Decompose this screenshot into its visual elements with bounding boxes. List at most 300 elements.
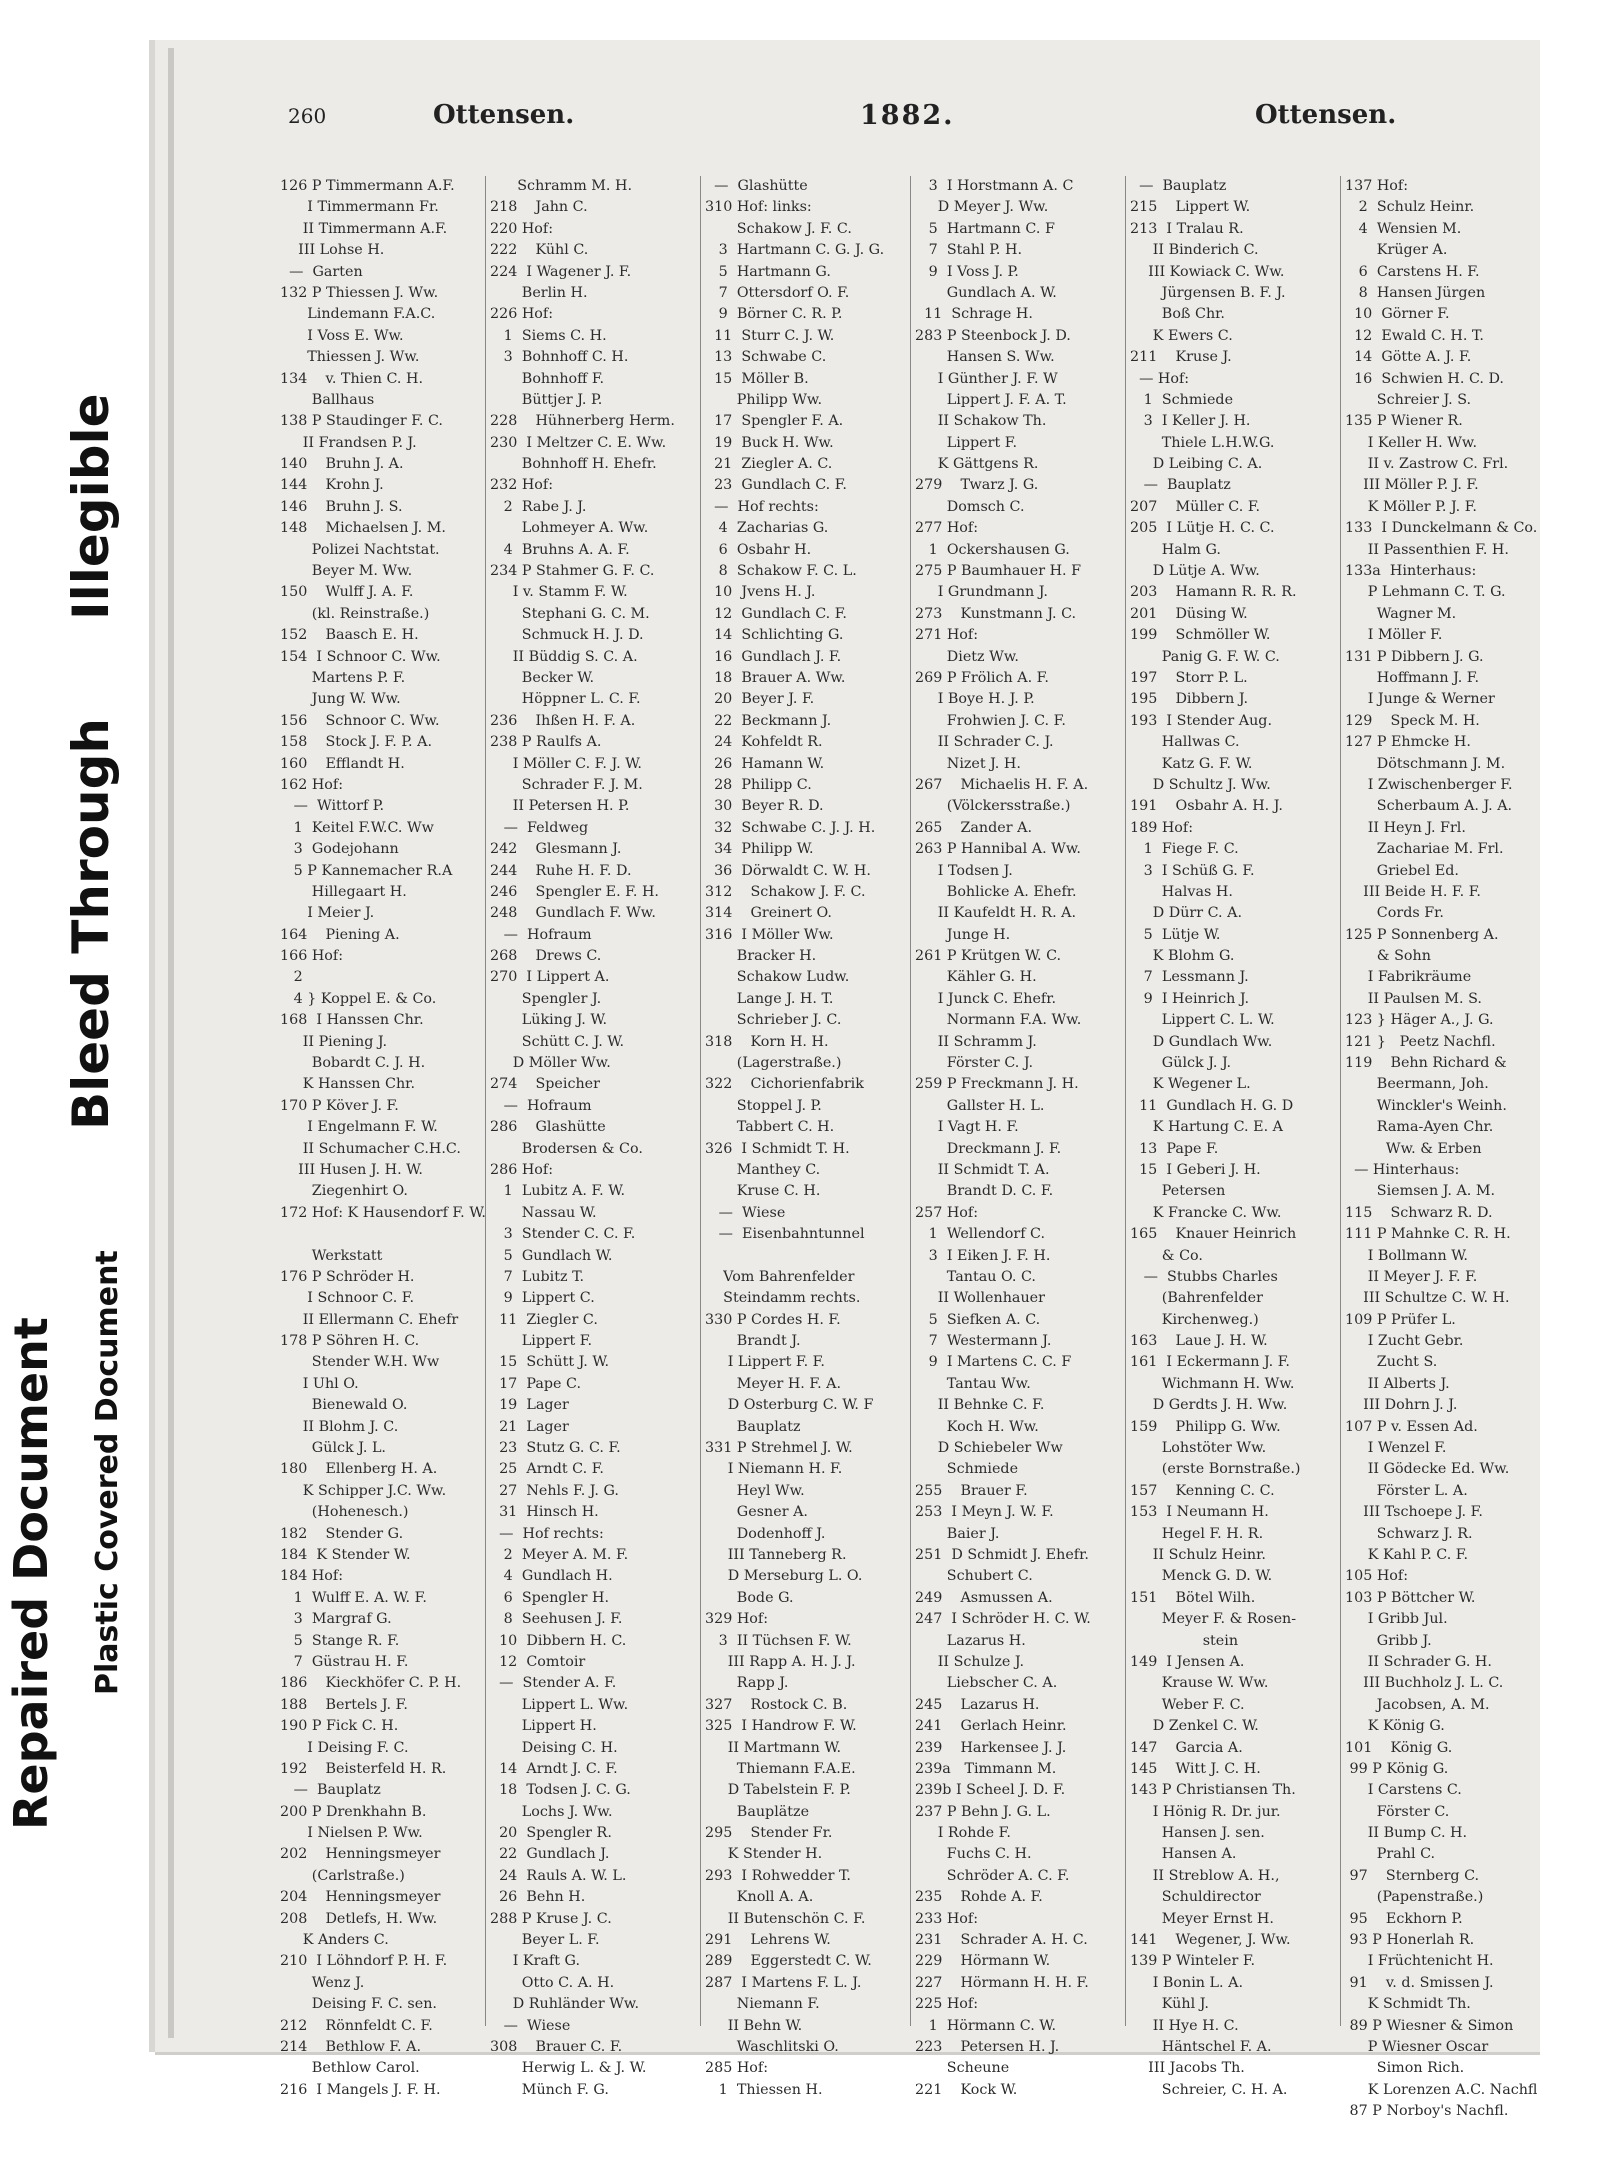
directory-entry: 135 P Wiener R. — [1345, 413, 1463, 430]
directory-entry: 216 I Mangels J. F. H. — [280, 2081, 441, 2098]
directory-entry: Münch F. G. — [490, 2081, 609, 2098]
directory-entry: 137 Hof: — [1345, 178, 1409, 194]
directory-entry: 28 Philipp C. — [705, 776, 812, 793]
directory-entry: 229 Hörmann W. — [915, 1953, 1051, 1970]
directory-entry: II Schulze J. — [915, 1653, 1025, 1670]
directory-entry: 1 Hörmann C. W. — [915, 2017, 1057, 2034]
directory-entry: K Blohm G. — [1130, 948, 1235, 965]
directory-entry: II Binderich C. — [1130, 242, 1259, 259]
directory-entry: 265 Zander A. — [915, 819, 1032, 836]
directory-entry: 30 Beyer R. D. — [705, 798, 824, 815]
directory-entry: 6 Osbahr H. — [705, 541, 812, 558]
directory-entry: Jürgensen B. F. J. — [1130, 284, 1286, 301]
directory-entry: II Gödecke Ed. Ww. — [1345, 1461, 1510, 1478]
directory-entry: 17 Pape C. — [490, 1375, 582, 1392]
directory-entry: 316 I Möller Ww. — [705, 926, 834, 943]
directory-entry: I Früchtenicht H. — [1345, 1953, 1494, 1970]
directory-entry: 5 Lütje W. — [1130, 926, 1221, 943]
directory-entry: 91 v. d. Smissen J. — [1345, 1974, 1494, 1991]
directory-entry: I Fabrikräume — [1345, 969, 1472, 986]
directory-entry: 285 Hof: — [705, 2060, 769, 2077]
directory-entry: II Heyn J. Frl. — [1345, 819, 1466, 836]
directory-entry: 289 Eggerstedt C. W. — [705, 1953, 872, 1970]
directory-entry: 131 P Dibbern J. G. — [1345, 648, 1484, 665]
directory-entry: I Boye H. J. P. — [915, 691, 1035, 708]
directory-entry: 95 Eckhorn P. — [1345, 1910, 1463, 1927]
directory-entry: 11 Gundlach H. G. D — [1130, 1097, 1294, 1114]
left-running-title: Ottensen. — [433, 100, 575, 130]
directory-entry: K Francke C. Ww. — [1130, 1204, 1282, 1221]
directory-entry: 210 I Löhndorf P. H. F. — [280, 1953, 448, 1970]
directory-entry: 105 Hof: — [1345, 1568, 1409, 1585]
directory-entry: II Schakow Th. — [915, 413, 1047, 430]
directory-entry: II Martmann W. — [705, 1739, 842, 1756]
directory-entry: 220 Hof: — [490, 220, 554, 237]
directory-entry: 18 Brauer A. Ww. — [705, 669, 846, 686]
directory-entry: II Frandsen P. J. — [280, 434, 417, 451]
directory-entry: 7 Stahl P. H. — [915, 242, 1023, 259]
directory-entry: — Hinterhaus: — [1345, 1161, 1460, 1178]
directory-entry: 14 Schlichting G. — [705, 627, 844, 644]
directory-entry: 331 P Strehmel J. W. — [705, 1440, 853, 1457]
directory-entry: 8 Schakow F. C. L. — [705, 563, 857, 580]
directory-entry: Menck G. D. W. — [1130, 1568, 1273, 1585]
directory-entry: I Niemann H. F. — [705, 1461, 843, 1478]
directory-entry: 26 Behn H. — [490, 1889, 586, 1906]
directory-entry: 247 I Schröder H. C. W. — [915, 1611, 1091, 1628]
directory-entry: Normann F.A. Ww. — [915, 1012, 1082, 1029]
directory-entry: Nassau W. — [490, 1204, 597, 1221]
directory-entry: 192 Beisterfeld H. R. — [280, 1760, 447, 1777]
directory-entry: 3 Bohnhoff C. H. — [490, 349, 629, 366]
directory-entry: 249 Asmussen A. — [915, 1589, 1053, 1606]
directory-entry: 227 Hörmann H. H. F. — [915, 1974, 1089, 1991]
directory-entry: 14 Arndt J. C. F. — [490, 1760, 618, 1777]
directory-entry: II Passenthien F. H. — [1345, 541, 1509, 558]
directory-entry: 129 Speck M. H. — [1345, 712, 1480, 729]
directory-entry: D Gerdts J. H. Ww. — [1130, 1397, 1288, 1414]
directory-entry: Deising C. H. — [490, 1739, 618, 1756]
directory-entry: 213 I Tralau R. — [1130, 220, 1244, 237]
directory-entry: 225 Hof: — [915, 1996, 979, 2013]
directory-entry: D Lütje A. Ww. — [1130, 563, 1260, 580]
directory-entry: Fuchs C. H. — [915, 1846, 1032, 1863]
directory-entry: 1 Wellendorf C. — [915, 1226, 1046, 1243]
directory-entry: 34 Philipp W. — [705, 841, 814, 858]
directory-entry: Schreier, C. H. A. — [1130, 2081, 1288, 2098]
directory-entry: Gülck J. L. — [280, 1440, 386, 1457]
directory-entry: & Sohn — [1345, 948, 1431, 965]
directory-entry: II v. Zastrow C. Frl. — [1345, 456, 1509, 473]
document-condition-labels — [4, 270, 160, 1830]
directory-entry: (erste Bornstraße.) — [1130, 1461, 1301, 1478]
directory-entry: 242 Glesmann J. — [490, 841, 622, 858]
directory-entry: 287 I Martens F. L. J. — [705, 1974, 862, 1991]
directory-entry: 233 Hof: — [915, 1910, 979, 1927]
directory-entry: 87 P Norboy's Nachfl. — [1345, 2103, 1509, 2120]
directory-entry: Beyer L. F. — [490, 1932, 600, 1949]
directory-entry: (kl. Reinstraße.) — [280, 605, 430, 622]
directory-entry: 152 Baasch E. H. — [280, 627, 419, 644]
directory-entry: 14 Götte A. J. F. — [1345, 349, 1472, 366]
directory-entry: 1 Thiessen H. — [705, 2081, 823, 2098]
directory-entry: Schubert C. — [915, 1568, 1033, 1585]
directory-entry: 330 P Cordes H. F. — [705, 1311, 841, 1328]
directory-entry: III Rapp A. H. J. J. — [705, 1653, 856, 1670]
directory-entry: 27 Nehls F. J. G. — [490, 1482, 619, 1499]
directory-entry: Thiele L.H.W.G. — [1130, 434, 1275, 451]
directory-entry: 204 Henningsmeyer — [280, 1889, 441, 1906]
directory-entry: Bienewald O. — [280, 1397, 408, 1414]
directory-entry: 3 I Horstmann A. C — [915, 178, 1074, 194]
directory-entry: 103 P Böttcher W. — [1345, 1589, 1476, 1606]
directory-entry: — Bauplatz — [280, 1782, 381, 1799]
directory-entry: 159 Philipp G. Ww. — [1130, 1418, 1281, 1435]
directory-entry: Scherbaum A. J. A. — [1345, 798, 1513, 815]
year-heading: 1882. — [860, 100, 955, 131]
directory-entry: 134 v. Thien C. H. — [280, 370, 423, 387]
directory-entry: — Garten — [280, 263, 363, 280]
directory-entry: I Timmermann Fr. — [280, 199, 439, 216]
directory-entry: III Möller P. J. F. — [1345, 477, 1479, 494]
directory-entry: Gesner A. — [705, 1504, 808, 1521]
directory-entry: 275 P Baumhauer H. F — [915, 563, 1082, 580]
directory-entry: II Büddig S. C. A. — [490, 648, 638, 665]
directory-entry: 5 P Kannemacher R.A — [280, 862, 453, 879]
directory-entry: 161 I Eckermann J. F. — [1130, 1354, 1290, 1371]
directory-entry: II Kaufeldt H. R. A. — [915, 905, 1077, 922]
directory-entry: D Möller Ww. — [490, 1055, 611, 1072]
directory-entry: 286 Hof: — [490, 1161, 554, 1178]
directory-entry: 1 Keitel F.W.C. Ww — [280, 819, 434, 836]
directory-entry: Waschlitski O. — [705, 2038, 839, 2055]
directory-entry: K Hartung C. E. A — [1130, 1119, 1284, 1136]
directory-entry: II Behnke C. F. — [915, 1397, 1045, 1414]
directory-entry: 22 Gundlach J. — [490, 1846, 610, 1863]
directory-entry: Halm G. — [1130, 541, 1221, 558]
directory-entry: II Hye H. C. — [1130, 2017, 1239, 2034]
directory-entry: II Meyer J. F. F. — [1345, 1268, 1478, 1285]
directory-entry: 23 Gundlach C. F. — [705, 477, 847, 494]
directory-entry: Krause W. Ww. — [1130, 1675, 1269, 1692]
directory-entry: Gribb J. — [1345, 1632, 1432, 1649]
directory-entry: 156 Schnoor C. Ww. — [280, 712, 440, 729]
directory-entry: 244 Ruhe H. F. D. — [490, 862, 632, 879]
directory-entry: 99 P König G. — [1345, 1760, 1449, 1777]
directory-entry: 19 Buck H. Ww. — [705, 434, 834, 451]
directory-entry: 18 Todsen J. C. G. — [490, 1782, 631, 1799]
directory-entry: I Keller H. Ww. — [1345, 434, 1477, 451]
directory-entry: Lippert C. L. W. — [1130, 1012, 1275, 1029]
directory-entry: 205 I Lütje H. C. C. — [1130, 520, 1275, 537]
directory-entry: I Günther J. F. W — [915, 370, 1058, 387]
directory-entry: 291 Lehrens W. — [705, 1932, 831, 1949]
directory-entry: 148 Michaelsen J. M. — [280, 520, 446, 537]
directory-entry: (Hohenesch.) — [280, 1504, 409, 1521]
directory-entry: (Papenstraße.) — [1345, 1889, 1484, 1906]
directory-entry: Dreckmann J. F. — [915, 1140, 1062, 1157]
directory-entry: Häntschel F. A. — [1130, 2038, 1272, 2055]
directory-entry: 5 Stange R. F. — [280, 1632, 400, 1649]
directory-entry: — Stender A. F. — [490, 1675, 617, 1692]
directory-entry: 140 Bruhn J. A. — [280, 456, 404, 473]
directory-entry: II Streblow A. H., — [1130, 1867, 1280, 1884]
directory-entry: 15 Möller B. — [705, 370, 809, 387]
directory-entry: 163 Laue J. H. W. — [1130, 1333, 1268, 1350]
directory-entry: Katz G. F. W. — [1130, 755, 1253, 772]
directory-entry: III Schultze C. W. H. — [1345, 1290, 1510, 1307]
directory-entry: 2 — [280, 969, 303, 986]
directory-entry: 97 Sternberg C. — [1345, 1867, 1480, 1884]
directory-entry: Hansen J. sen. — [1130, 1825, 1265, 1842]
directory-entry: 279 Twarz J. G. — [915, 477, 1039, 494]
directory-entry: 165 Knauer Heinrich — [1130, 1226, 1297, 1243]
directory-entry: 218 Jahn C. — [490, 199, 588, 216]
directory-entry: Thiessen J. Ww. — [280, 349, 420, 366]
directory-entry: 36 Dörwaldt C. W. H. — [705, 862, 871, 879]
directory-entry: Becker W. — [490, 669, 595, 686]
directory-entry: 234 P Stahmer G. F. C. — [490, 563, 655, 580]
directory-entry: Krüger A. — [1345, 242, 1448, 259]
directory-entry: Lindemann F.A.C. — [280, 306, 436, 323]
directory-entry: 2 Meyer A. M. F. — [490, 1547, 629, 1563]
directory-entry: Ziegenhirt O. — [280, 1183, 408, 1200]
directory-entry: III Kowiack C. Ww. — [1130, 263, 1285, 280]
directory-entry: 310 Hof: links: — [705, 199, 812, 216]
illegible-label: Illegible — [62, 393, 120, 620]
directory-entry: 270 I Lippert A. — [490, 969, 610, 986]
directory-entry: 9 Börner C. R. P. — [705, 306, 843, 323]
directory-entry: 9 I Martens C. C. F — [915, 1354, 1072, 1371]
directory-entry: 133a Hinterhaus: — [1345, 563, 1477, 580]
directory-entry: I Vagt H. F. — [915, 1119, 1019, 1136]
directory-entry: 157 Kenning C. C. — [1130, 1482, 1275, 1499]
directory-entry: Werkstatt — [280, 1247, 383, 1264]
directory-entry: 12 Gundlach C. F. — [705, 605, 847, 622]
directory-entry: 22 Beckmann J. — [705, 712, 832, 729]
directory-entry: 180 Ellenberg H. A. — [280, 1461, 438, 1478]
directory-entry: 239b I Scheel J. D. F. — [915, 1782, 1066, 1799]
directory-entry: 325 I Handrow F. W. — [705, 1718, 857, 1735]
directory-entry: Lippert H. — [490, 1718, 597, 1735]
directory-entry: 7 Lubitz T. — [490, 1268, 585, 1285]
directory-entry: Schmiede — [915, 1461, 1019, 1478]
directory-entry: 9 I Voss J. P. — [915, 263, 1019, 280]
directory-entry: — Eisenbahntunnel — [705, 1226, 865, 1243]
directory-entry: III Beide H. F. F. — [1345, 883, 1481, 900]
directory-entry: — Hof rechts: — [705, 498, 819, 515]
directory-entry: 20 Spengler R. — [490, 1825, 612, 1842]
directory-entry: Schrieber J. C. — [705, 1012, 842, 1029]
directory-entry: 109 P Prüfer L. — [1345, 1311, 1456, 1328]
directory-entry: Liebscher C. A. — [915, 1675, 1058, 1692]
directory-entry: 12 Comtoir — [490, 1653, 586, 1670]
directory-entry: 151 Bötel Wilh. — [1130, 1589, 1256, 1606]
directory-entry: 143 P Christiansen Th. — [1130, 1782, 1296, 1799]
directory-entry: I Deising F. C. — [280, 1739, 409, 1756]
directory-entry: Siemsen J. A. M. — [1345, 1183, 1496, 1200]
directory-entry: 197 Storr P. L. — [1130, 669, 1248, 686]
directory-entry: 125 P Sonnenberg A. — [1345, 926, 1499, 943]
directory-entry: — Feldweg — [490, 819, 589, 836]
directory-entry: D Ruhländer Ww. — [490, 1996, 639, 2013]
directory-entry: D Osterburg C. W. F — [705, 1397, 874, 1414]
directory-entry: Hallwas C. — [1130, 734, 1240, 751]
directory-column-5 — [1130, 176, 1340, 2098]
directory-entry: I Voss E. Ww. — [280, 327, 404, 344]
directory-entry: 214 Bethlow F. A. — [280, 2038, 421, 2055]
directory-entry: D Meyer J. Ww. — [915, 199, 1049, 216]
directory-entry: 16 Gundlach J. F. — [705, 648, 842, 665]
directory-entry: Dietz Ww. — [915, 648, 1019, 665]
directory-entry: — Hof: — [1130, 370, 1190, 387]
directory-column-6 — [1345, 176, 1545, 2120]
directory-entry: 11 Schrage H. — [915, 306, 1033, 323]
directory-entry: 160 Efflandt H. — [280, 755, 405, 772]
directory-entry: 4 Wensien M. — [1345, 220, 1462, 237]
directory-entry: Hoffmann J. F. — [1345, 669, 1480, 686]
directory-entry: II Schrader C. J. — [915, 734, 1054, 751]
directory-entry: K Stender H. — [705, 1846, 823, 1863]
directory-entry: — Wiese — [490, 2017, 571, 2034]
directory-entry: Tantau Ww. — [915, 1375, 1031, 1392]
directory-entry: II Piening J. — [280, 1033, 388, 1050]
directory-entry: 162 Hof: — [280, 776, 344, 793]
directory-entry: Zachariae M. Frl. — [1345, 841, 1504, 858]
directory-entry: Bethlow Carol. — [280, 2060, 420, 2077]
directory-entry: III Buchholz J. L. C. — [1345, 1675, 1504, 1692]
directory-entry: 286 Glashütte — [490, 1119, 606, 1136]
directory-entry: 13 Pape F. — [1130, 1140, 1219, 1157]
directory-entry: 228 Hühnerberg Herm. — [490, 413, 675, 430]
directory-entry: — Bauplatz — [1130, 178, 1227, 194]
directory-entry: 263 P Hannibal A. Ww. — [915, 841, 1081, 858]
directory-entry: Halvas H. — [1130, 883, 1233, 900]
directory-entry: D Zenkel C. W. — [1130, 1718, 1259, 1735]
directory-entry: 111 P Mahnke C. R. H. — [1345, 1226, 1511, 1243]
directory-entry: — Stubbs Charles — [1130, 1268, 1278, 1285]
directory-entry: Nizet J. H. — [915, 755, 1021, 772]
directory-entry: 13 Schwabe C. — [705, 349, 827, 366]
directory-entry: Berlin H. — [490, 284, 588, 301]
directory-entry: 222 Kühl C. — [490, 242, 589, 259]
directory-entry: 1 Ockershausen G. — [915, 541, 1070, 558]
directory-entry: 121 } Peetz Nachfl. — [1345, 1033, 1496, 1050]
directory-entry: Förster L. A. — [1345, 1482, 1468, 1499]
directory-entry: Gundlach A. W. — [915, 284, 1057, 301]
directory-entry: 293 I Rohwedder T. — [705, 1867, 851, 1884]
directory-entry: Rapp J. — [705, 1675, 789, 1692]
directory-entry: 182 Stender G. — [280, 1525, 404, 1542]
directory-entry: I Lippert F. F. — [705, 1354, 825, 1371]
directory-entry: 7 Westermann J. — [915, 1333, 1052, 1350]
directory-entry: Bohlicke A. Ehefr. — [915, 883, 1077, 900]
directory-entry: Griebel Ed. — [1345, 862, 1459, 879]
directory-entry: 241 Gerlach Heinr. — [915, 1718, 1067, 1735]
directory-entry: — Wittorf P. — [280, 798, 385, 815]
directory-entry: Schakow Ludw. — [705, 969, 850, 986]
directory-entry: Schramm M. H. — [490, 178, 633, 194]
directory-entry: K König G. — [1345, 1718, 1445, 1735]
directory-entry: Schröder A. C. F. — [915, 1867, 1070, 1884]
directory-entry: 184 Hof: — [280, 1568, 344, 1585]
directory-entry: Wenz J. — [280, 1974, 365, 1991]
directory-entry: P Lehmann C. T. G. — [1345, 584, 1506, 601]
directory-entry: 19 Lager — [490, 1397, 569, 1414]
directory-entry: 237 P Behn J. G. L. — [915, 1803, 1051, 1820]
directory-entry: 236 Ihßen H. F. A. — [490, 712, 636, 729]
directory-entry: I Todsen J. — [915, 862, 1013, 879]
directory-entry: 10 Jvens H. J. — [705, 584, 816, 601]
directory-entry: 24 Kohfeldt R. — [705, 734, 823, 751]
directory-entry: Junge H. — [915, 926, 1011, 943]
directory-entry: 89 P Wiesner & Simon — [1345, 2017, 1514, 2034]
directory-entry: — Glashütte — [705, 178, 808, 194]
directory-entry: 261 P Krütgen W. C. — [915, 948, 1062, 965]
directory-entry — [705, 1246, 910, 1267]
directory-entry: Hansen A. — [1130, 1846, 1237, 1863]
directory-entry: II Blohm J. C. — [280, 1418, 399, 1435]
directory-entry: 188 Bertels J. F. — [280, 1696, 408, 1713]
directory-entry: Dodenhoff J. — [705, 1525, 826, 1542]
directory-entry: 5 Gundlach W. — [490, 1247, 613, 1264]
directory-entry: Baier J. — [915, 1525, 1000, 1542]
directory-entry: 186 Kieckhöfer C. P. H. — [280, 1675, 462, 1692]
directory-entry: 145 Witt J. C. H. — [1130, 1760, 1261, 1777]
directory-entry: 221 Kock W. — [915, 2081, 1018, 2098]
directory-entry: Gallster H. L. — [915, 1097, 1045, 1114]
directory-entry: 153 I Neumann H. — [1130, 1504, 1269, 1521]
directory-entry: — Hofraum — [490, 926, 592, 943]
directory-entry: I Bonin L. A. — [1130, 1974, 1244, 1991]
directory-entry: Jung W. Ww. — [280, 691, 401, 708]
directory-entry: Weber F. C. — [1130, 1696, 1245, 1713]
directory-entry: Simon Rich. — [1345, 2060, 1465, 2077]
directory-entry: 288 P Kruse J. C. — [490, 1910, 612, 1927]
directory-entry: 126 P Timmermann A.F. — [280, 178, 455, 194]
directory-entry: Lippert J. F. A. T. — [915, 391, 1067, 408]
directory-entry: K Ewers C. — [1130, 327, 1233, 344]
directory-entry: III Husen J. H. W. — [280, 1161, 423, 1178]
directory-entry: I Kraft G. — [490, 1953, 580, 1970]
directory-entry: Stephani G. C. M. — [490, 605, 650, 622]
directory-entry: 1 Fiege F. C. — [1130, 841, 1239, 858]
directory-entry: 257 Hof: — [915, 1204, 979, 1221]
directory-entry: 123 } Häger A., J. G. — [1345, 1012, 1494, 1029]
directory-entry: Lippert L. Ww. — [490, 1696, 629, 1713]
directory-entry: III Lohse H. — [280, 242, 385, 259]
directory-entry: Spengler J. — [490, 990, 602, 1007]
directory-entry: 93 P Honerlah R. — [1345, 1932, 1475, 1949]
directory-entry: 132 P Thiessen J. Ww. — [280, 284, 439, 301]
directory-entry: Martens P. F. — [280, 669, 406, 686]
directory-column-4 — [915, 176, 1125, 2098]
directory-entry: 11 Sturr C. J. W. — [705, 327, 835, 344]
directory-entry: 149 I Jensen A. — [1130, 1653, 1245, 1670]
directory-entry: 158 Stock J. F. P. A. — [280, 734, 433, 751]
directory-entry: Beyer M. Ww. — [280, 563, 413, 580]
directory-entry: I Hönig R. Dr. jur. — [1130, 1803, 1281, 1820]
directory-entry: I v. Stamm F. W. — [490, 584, 628, 601]
directory-entry: 215 Lippert W. — [1130, 199, 1251, 216]
directory-entry: Tabbert C. H. — [705, 1119, 835, 1136]
directory-entry: Ballhaus — [280, 391, 375, 408]
directory-entry: K Anders C. — [280, 1932, 389, 1949]
directory-entry: Lippert F. — [915, 434, 1018, 451]
directory-entry: Hillegaart H. — [280, 883, 407, 900]
directory-entry: Boß Chr. — [1130, 306, 1225, 323]
directory-entry: 255 Brauer F. — [915, 1482, 1028, 1499]
